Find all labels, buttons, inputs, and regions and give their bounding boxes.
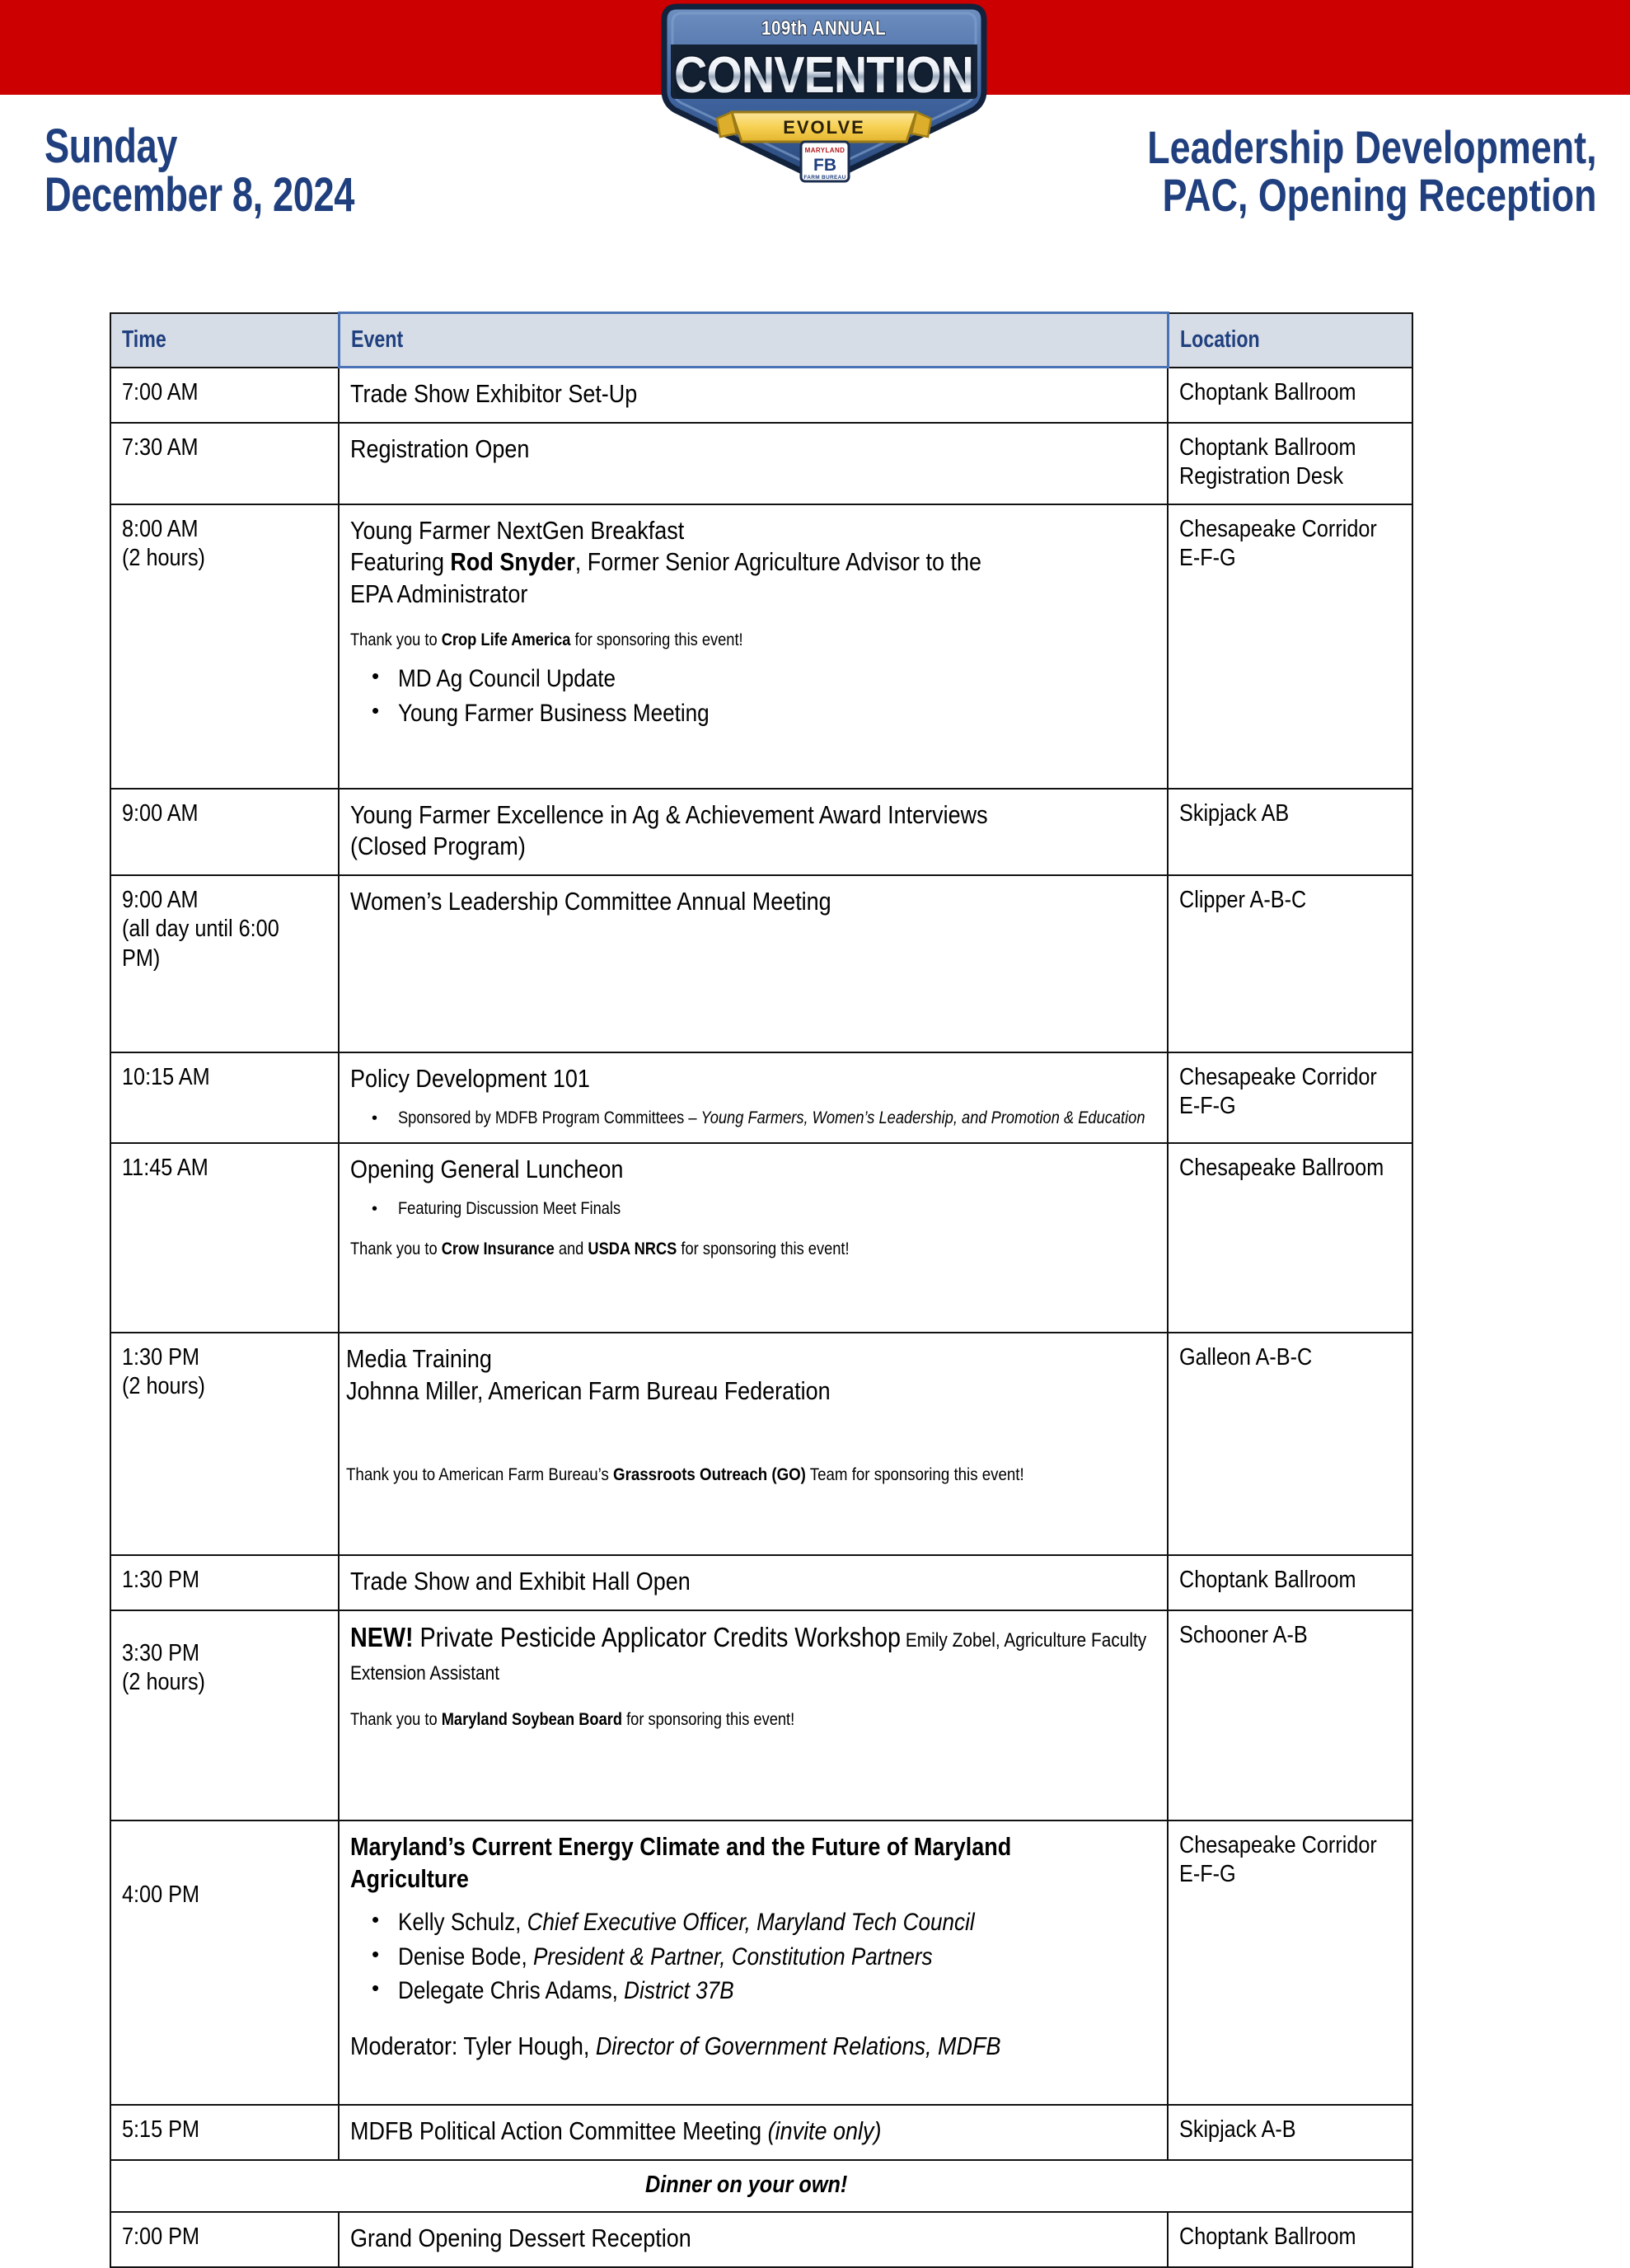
location-text: Chesapeake Ballroom [1179, 1155, 1384, 1182]
cell-time [110, 1555, 339, 1610]
table-row [110, 368, 1412, 423]
moderator-line [350, 2031, 1156, 2063]
dinner-note [110, 2160, 1412, 2212]
time-text: 3:30 PM [122, 1639, 199, 1666]
time-note: (2 hours) [122, 1669, 205, 1696]
title-day: Sunday [44, 119, 178, 173]
event-line-1: Media Training [346, 1344, 492, 1374]
event-bullet-list [350, 1107, 1156, 1129]
sponsor-thanks [350, 629, 1156, 651]
event-title: Registration Open [350, 433, 530, 463]
event-line-3: EPA Administrator [350, 579, 528, 608]
cell-event [339, 875, 1168, 1052]
cell-event [339, 1610, 1168, 1820]
thanks-suffix: Team for sponsoring this event! [805, 1464, 1024, 1484]
event-title: Trade Show and Exhibit Hall Open [350, 1567, 691, 1596]
sponsor-name-2: USDA NRCS [588, 1239, 677, 1259]
sponsor-name: Crop Life America [441, 630, 571, 649]
title-date: December 8, 2024 [44, 168, 355, 223]
event-title-rest: Private Pesticide Applicator Credits Workshop [413, 1621, 902, 1652]
table-row [110, 1333, 1412, 1555]
bullet-italic: Young Farmers, Women’s Leadership, and Promotion & Education [700, 1108, 1145, 1127]
cell-location [1168, 423, 1412, 504]
panelist-role: District 37B [617, 1977, 734, 2005]
event-title-note: (invite only) [767, 2116, 882, 2145]
cell-time [110, 1052, 339, 1143]
table-row [110, 1143, 1412, 1333]
event-bullet-list [350, 663, 1156, 729]
theme-line-2: PAC, Opening Reception [1163, 169, 1597, 222]
location-text: Schooner A-B [1179, 1621, 1308, 1648]
convention-logo [635, 2, 1014, 185]
event-title: Grand Opening Dessert Reception [350, 2223, 691, 2252]
table-header [110, 313, 1412, 368]
page-title-date [44, 119, 355, 223]
table-row [110, 2212, 1412, 2267]
moderator-role: Director of Government Relations, MDFB [595, 2031, 1001, 2061]
thanks-suffix: for sponsoring this event! [622, 1710, 795, 1730]
time-note-line-2: PM) [122, 944, 161, 972]
panelist-role: Chief Executive Officer, Maryland Tech Council [521, 1909, 975, 1937]
table-row [110, 1610, 1412, 1820]
cell-event [339, 2105, 1168, 2160]
location-line-2: E-F-G [1179, 1861, 1236, 1888]
cell-location [1168, 1052, 1412, 1143]
sponsor-name: Grassroots Outreach (GO) [613, 1464, 806, 1484]
location-line-1: Chesapeake Corridor [1179, 1064, 1377, 1090]
time-note: (2 hours) [122, 1373, 205, 1400]
panelist [398, 1906, 975, 1939]
dinner-note-text: Dinner on your own! [645, 2171, 848, 2198]
location-text: Choptank Ballroom [1179, 378, 1356, 405]
panelist [398, 1941, 933, 1974]
logo-line-top: 109th ANNUAL [761, 16, 887, 40]
cell-event [339, 368, 1168, 423]
cell-time [110, 875, 339, 1052]
list-item [398, 1975, 1156, 2008]
cell-event [339, 423, 1168, 504]
time-text: 7:00 PM [122, 2223, 199, 2250]
cell-time [110, 789, 339, 876]
thanks-prefix: Thank you to [350, 630, 442, 649]
cell-time [110, 2212, 339, 2267]
event-line-2: (Closed Program) [350, 832, 526, 861]
thanks-prefix: Thank you to American Farm Bureau’s [346, 1464, 614, 1484]
cell-event [339, 1333, 1168, 1555]
cell-location [1168, 2212, 1412, 2267]
cell-time [110, 1333, 339, 1555]
event-line-1: Young Farmer NextGen Breakfast [350, 515, 685, 545]
logo-badge-mark: FB [813, 156, 836, 175]
location-text: Choptank Ballroom [1179, 2223, 1356, 2250]
time-text: 11:45 AM [122, 1155, 208, 1182]
cell-time [110, 1820, 339, 2105]
event-title-line-2: Agriculture [350, 1863, 469, 1893]
event-line-2 [350, 546, 981, 579]
column-header-location-label: Location [1179, 326, 1260, 353]
column-header-event [339, 313, 1168, 368]
cell-event [339, 1820, 1168, 2105]
panelist-role: President & Partner, Constitution Partners [527, 1942, 933, 1970]
panelist-name: Kelly Schulz, [398, 1909, 522, 1937]
sponsor-thanks [350, 1708, 1156, 1731]
cell-location [1168, 1555, 1412, 1610]
cell-location [1168, 875, 1412, 1052]
time-text: 5:15 PM [122, 2116, 199, 2143]
bullet-text: Featuring Discussion Meet Finals [398, 1198, 621, 1218]
list-item [398, 663, 1156, 696]
column-header-time-label: Time [122, 326, 166, 353]
column-header-time [110, 313, 339, 368]
cell-location [1168, 1143, 1412, 1333]
event-title: Opening General Luncheon [350, 1155, 624, 1184]
location-line-2: Registration Desk [1179, 463, 1344, 490]
panelist-list [350, 1906, 1156, 2008]
location-line-2: E-F-G [1179, 1093, 1236, 1120]
time-text: 9:00 AM [122, 887, 199, 913]
bullet-prefix: Sponsored by MDFB Program Committees – [398, 1108, 701, 1127]
list-item [398, 1906, 1156, 1939]
sponsor-thanks [346, 1464, 1156, 1487]
time-text: 1:30 PM [122, 1344, 199, 1371]
bullet-text: MD Ag Council Update [398, 665, 616, 693]
new-badge: NEW! [350, 1621, 414, 1652]
cell-event [339, 1143, 1168, 1333]
table-row [110, 1820, 1412, 2105]
event-title: Trade Show Exhibitor Set-Up [350, 379, 638, 408]
thanks-prefix: Thank you to [350, 1710, 442, 1730]
cell-time [110, 423, 339, 504]
logo-badge-top: MARYLAND [804, 147, 845, 154]
sponsor-thanks-text [346, 1464, 1024, 1487]
location-text: Skipjack A-B [1179, 2116, 1296, 2143]
time-note: (2 hours) [122, 544, 205, 571]
event-bullet-list [350, 1197, 1156, 1220]
sponsor-thanks-text [350, 629, 743, 651]
event-title-text: MDFB Political Action Committee Meeting [350, 2116, 768, 2145]
location-text: Skipjack AB [1179, 799, 1290, 827]
time-text: 7:00 AM [122, 378, 199, 405]
moderator-text [350, 2031, 1000, 2063]
cell-location [1168, 368, 1412, 423]
cell-location [1168, 1820, 1412, 2105]
cell-event [339, 789, 1168, 876]
logo-badge-bottom: FARM BUREAU [803, 175, 846, 180]
event-line-1: Young Farmer Excellence in Ag & Achievement Award Interviews [350, 799, 988, 829]
sponsor-thanks [350, 1238, 1156, 1260]
table-row-dinner [110, 2160, 1412, 2212]
cell-location [1168, 1610, 1412, 1820]
event-title [350, 2116, 882, 2148]
cell-location [1168, 789, 1412, 876]
table-row [110, 875, 1412, 1052]
page-title-theme [1147, 121, 1597, 222]
logo-ribbon-text: EVOLVE [783, 117, 865, 138]
time-text: 4:00 PM [122, 1881, 199, 1908]
cell-event [339, 1052, 1168, 1143]
panelist [398, 1975, 734, 2008]
list-item [398, 1107, 1156, 1129]
featured-speaker: Rod Snyder [450, 547, 575, 577]
cell-time [110, 368, 339, 423]
thanks-conjunction: and [554, 1239, 588, 1259]
cell-time [110, 504, 339, 789]
table-row [110, 423, 1412, 504]
panelist-name: Delegate Chris Adams, [398, 1977, 618, 2005]
logo-line-main: CONVENTION [674, 47, 973, 104]
event-title-line-1: Maryland’s Current Energy Climate and the Future of Maryland [350, 1831, 1012, 1861]
list-item [398, 697, 1156, 730]
cell-event [339, 504, 1168, 789]
event-line-2: Johnna Miller, American Farm Bureau Federation [346, 1375, 831, 1405]
location-line-2: E-F-G [1179, 544, 1236, 571]
cell-event [339, 1555, 1168, 1610]
bullet-text [398, 1107, 1156, 1129]
sponsor-name: Maryland Soybean Board [441, 1710, 623, 1730]
thanks-prefix: Thank you to [350, 1239, 442, 1259]
location-text: Choptank Ballroom [1179, 1567, 1356, 1594]
location-text: Galleon A-B-C [1179, 1344, 1313, 1371]
list-item [398, 1197, 1156, 1220]
cell-time [110, 2105, 339, 2160]
location-line-1: Chesapeake Corridor [1179, 1831, 1377, 1858]
table-row [110, 504, 1412, 789]
event-title: Policy Development 101 [350, 1064, 590, 1093]
sponsor-thanks-text [350, 1708, 794, 1731]
table-row [110, 1555, 1412, 1610]
cell-time [110, 1610, 339, 1820]
time-text: 9:00 AM [122, 799, 199, 827]
cell-location [1168, 2105, 1412, 2160]
thanks-suffix: for sponsoring this event! [570, 630, 743, 649]
thanks-suffix: for sponsoring this event! [677, 1239, 850, 1259]
sponsor-thanks-text [350, 1238, 850, 1260]
cell-time [110, 1143, 339, 1333]
location-line-1: Chesapeake Corridor [1179, 515, 1377, 542]
table-body [110, 368, 1412, 2267]
column-header-event-label: Event [350, 326, 403, 353]
cell-location [1168, 504, 1412, 789]
time-text: 10:15 AM [122, 1064, 210, 1090]
table-row [110, 1052, 1412, 1143]
event-title-text [350, 1621, 1156, 1688]
cell-event [339, 2212, 1168, 2267]
featuring-prefix: Featuring [350, 547, 451, 577]
table-row [110, 789, 1412, 876]
bullet-text: Young Farmer Business Meeting [398, 699, 710, 727]
time-text: 1:30 PM [122, 1567, 199, 1594]
location-text: Clipper A-B-C [1179, 887, 1307, 913]
panelist-name: Denise Bode, [398, 1942, 527, 1970]
featuring-suffix: , Former Senior Agriculture Advisor to the [574, 547, 981, 577]
event-title: Women’s Leadership Committee Annual Meeting [350, 887, 831, 916]
sponsor-name-1: Crow Insurance [441, 1239, 555, 1259]
moderator-prefix: Moderator: Tyler Hough, [350, 2031, 596, 2061]
schedule-table [110, 312, 1413, 2268]
column-header-location [1168, 313, 1412, 368]
time-note-line-1: (all day until 6:00 [122, 916, 279, 943]
location-line-1: Choptank Ballroom [1179, 433, 1356, 461]
event-speaker: Emily Zobel, Agriculture Faculty Extension Assistant [350, 1628, 1147, 1685]
list-item [398, 1941, 1156, 1974]
time-text: 7:30 AM [122, 433, 199, 461]
theme-line-1: Leadership Development, [1147, 121, 1597, 173]
header-row [110, 313, 1412, 368]
event-title [350, 1621, 1156, 1688]
time-text: 8:00 AM [122, 515, 199, 542]
cell-location [1168, 1333, 1412, 1555]
table-row [110, 2105, 1412, 2160]
